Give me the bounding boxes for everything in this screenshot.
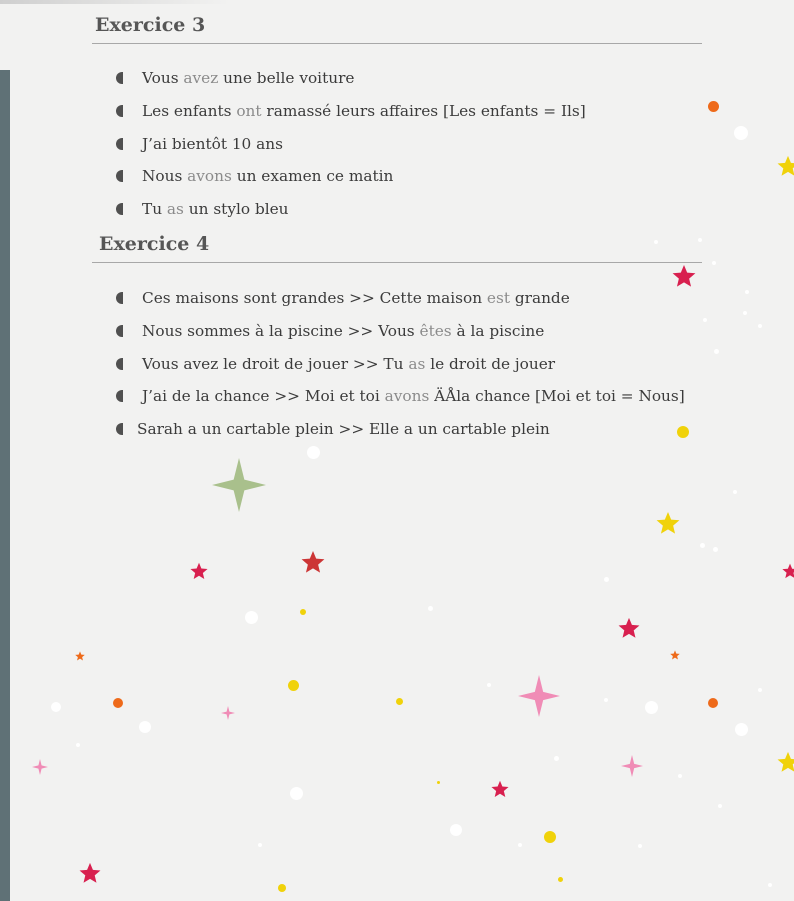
dot-icon [700,543,705,548]
dot-icon [396,698,403,705]
dot-icon [437,781,440,784]
list-item-text [142,320,544,342]
text-segment: Nous sommes à la piscine >> Vous [142,321,420,340]
star-icon [617,616,641,640]
star-icon [189,561,209,581]
bullet-icon [116,292,123,304]
dot-icon [758,688,762,692]
dot-icon [745,290,749,294]
star-icon [655,510,681,536]
text-segment: le droit de jouer [425,354,556,373]
list-item-text [142,67,354,89]
list-item-text [142,353,555,375]
dot-icon [703,318,707,322]
dot-icon [733,490,737,494]
bullet-icon [116,170,123,182]
dot-icon [768,883,772,887]
text-segment: Les enfants [142,101,237,120]
dot-icon [300,609,306,615]
list-item-text [142,165,393,187]
bullet-icon [116,358,123,370]
dot-icon [678,774,682,778]
bullet-icon [116,105,123,117]
dot-icon [558,877,563,882]
dot-icon [638,844,642,848]
dot-icon [245,611,258,624]
text-segment: une belle voiture [218,69,355,87]
text-segment: Vous [142,69,184,87]
dot-icon [734,126,748,140]
highlighted-verb: est [486,289,510,307]
dot-icon [645,701,658,714]
section-divider [92,262,702,263]
list-item-text [142,198,289,220]
bullet-icon [116,203,123,215]
dot-icon [735,723,748,736]
bullet-icon [116,325,123,337]
text-segment: un examen ce matin [231,167,394,186]
list-item-text [142,287,570,309]
dot-icon [743,311,747,315]
dot-icon [654,240,658,244]
dot-icon [487,683,491,687]
dot-icon [258,843,262,847]
list-item-text [142,385,685,407]
dot-icon [288,680,299,691]
dot-icon [278,884,286,892]
highlighted-verb: êtes [419,321,452,340]
highlighted-verb: avons [384,387,430,406]
sparkle-icon [31,758,49,776]
text-segment: Nous [142,167,188,186]
dot-icon [713,547,718,552]
dot-icon [718,804,722,808]
sparkle-icon [620,754,644,778]
dot-icon [714,349,719,354]
dot-icon [604,577,609,582]
section-divider [92,43,702,44]
highlighted-verb: ont [236,101,262,120]
text-segment: Ces maisons sont grandes >> Cette maison [142,289,487,307]
dot-icon [51,702,61,712]
highlighted-verb: as [166,200,184,219]
sparkle-icon [220,705,236,721]
star-icon [671,263,697,289]
list-item-text [142,133,283,155]
bullet-icon [116,72,123,84]
star-icon [300,549,326,575]
text-segment: à la piscine [451,321,545,340]
dot-icon [139,721,151,733]
text-segment: ramassé leurs affaires [Les enfants = Ils] [261,101,586,120]
text-segment: Tu [142,200,167,219]
dot-icon [712,261,716,265]
dot-icon [307,446,320,459]
list-item-text [137,418,550,440]
bullet-icon [116,138,123,150]
highlighted-verb: avons [187,167,232,186]
dot-icon [708,698,718,708]
star-icon [490,779,510,799]
dot-icon [677,426,689,438]
dot-icon [113,698,123,708]
dot-icon [554,756,559,761]
section-title-exercice-3: Exercice 3 [95,14,206,36]
star-icon [781,562,794,580]
sparkle-icon [517,674,561,718]
text-segment: grande [509,289,570,307]
star-icon [74,650,86,662]
dot-icon [450,824,462,836]
section-title-exercice-4: Exercice 4 [99,233,210,255]
highlighted-verb: avez [183,69,219,87]
dot-icon [544,831,556,843]
star-icon [78,861,102,885]
dot-icon [76,743,80,747]
dot-icon [290,787,303,800]
star-icon [669,649,681,661]
top-shadow [0,0,230,4]
list-item-text [142,100,586,122]
text-segment: ÄÅla chance [Moi et toi = Nous] [429,387,685,406]
text-segment: Sarah a un cartable plein >> Elle a un cartable plein [137,420,550,439]
text-segment: J’ai de la chance >> Moi et toi [142,387,385,406]
text-segment: Vous avez le droit de jouer >> Tu [142,354,409,373]
text-segment: J’ai bientôt 10 ans [142,134,283,153]
bullet-icon [116,423,123,435]
left-accent-bar [0,70,10,901]
dot-icon [758,324,762,328]
star-icon [776,750,794,774]
dot-icon [428,606,433,611]
dot-icon [604,698,608,702]
bullet-icon [116,390,123,402]
dot-icon [708,101,719,112]
sparkle-icon [211,457,267,513]
highlighted-verb: as [408,354,426,373]
dot-icon [698,238,702,242]
star-icon [776,154,794,178]
text-segment: un stylo bleu [183,200,289,219]
dot-icon [518,843,522,847]
